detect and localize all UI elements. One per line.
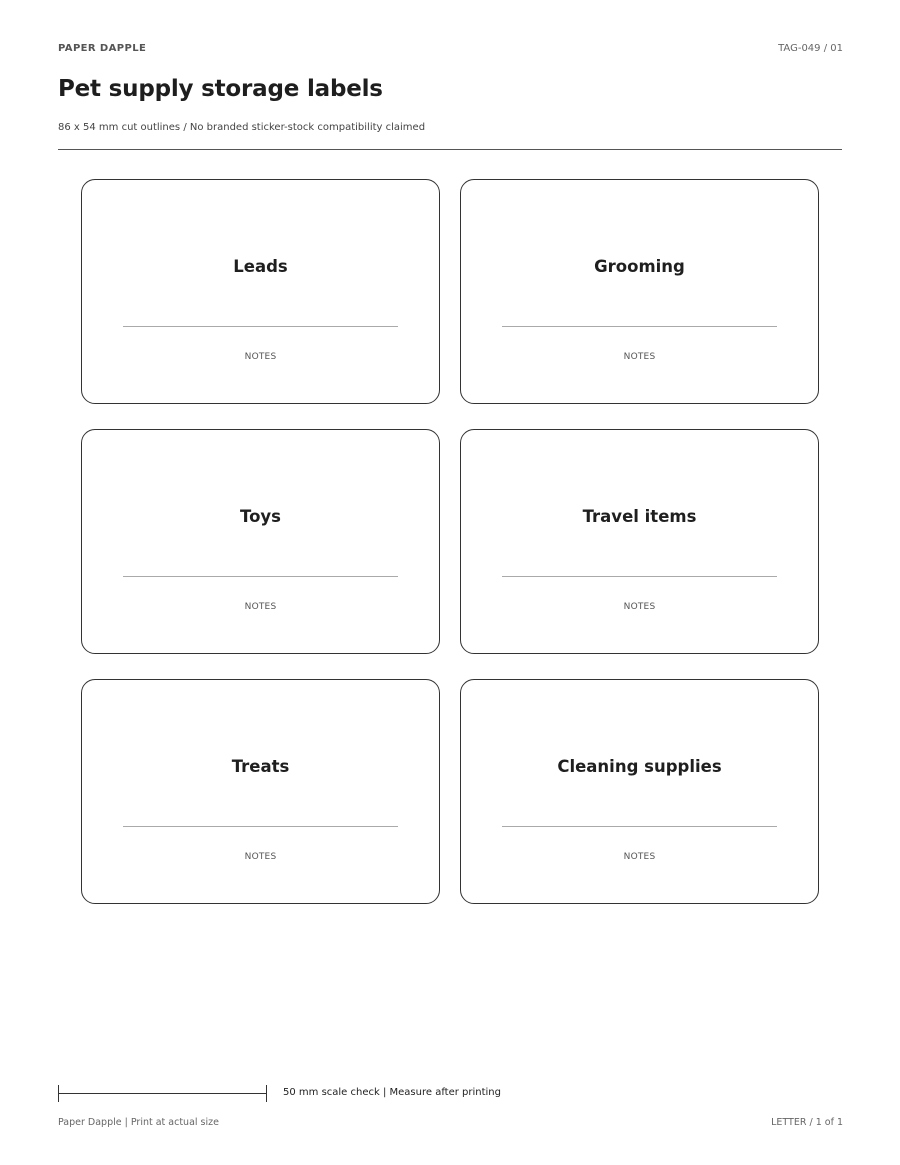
notes-caption: NOTES bbox=[244, 602, 277, 612]
header-divider bbox=[58, 149, 842, 150]
label-card-travel-items bbox=[460, 429, 819, 654]
label-card-treats bbox=[81, 679, 440, 904]
notes-write-line bbox=[123, 826, 398, 827]
label-title: Grooming bbox=[594, 257, 685, 276]
label-card-leads bbox=[81, 179, 440, 404]
notes-caption: NOTES bbox=[244, 352, 277, 362]
footer-print-note: Paper Dapple | Print at actual size bbox=[58, 1117, 219, 1128]
notes-write-line bbox=[502, 576, 777, 577]
notes-write-line bbox=[123, 576, 398, 577]
scale-check-bar bbox=[58, 1085, 267, 1102]
document-code: TAG-049 / 01 bbox=[778, 43, 843, 54]
brand-name: PAPER DAPPLE bbox=[58, 43, 147, 54]
notes-write-line bbox=[502, 326, 777, 327]
label-title: Cleaning supplies bbox=[557, 757, 722, 776]
notes-caption: NOTES bbox=[623, 602, 656, 612]
footer-page-info: LETTER / 1 of 1 bbox=[771, 1117, 843, 1128]
scale-line bbox=[58, 1093, 267, 1094]
label-sheet-grid bbox=[81, 179, 819, 905]
label-card-cleaning-supplies bbox=[460, 679, 819, 904]
notes-caption: NOTES bbox=[623, 352, 656, 362]
notes-write-line bbox=[502, 826, 777, 827]
page-title: Pet supply storage labels bbox=[58, 76, 383, 102]
label-title: Treats bbox=[231, 757, 290, 776]
label-title: Toys bbox=[240, 507, 281, 526]
scale-tick-right bbox=[266, 1085, 267, 1102]
scale-check-text: 50 mm scale check | Measure after printing bbox=[283, 1087, 501, 1098]
notes-caption: NOTES bbox=[244, 852, 277, 862]
label-title: Travel items bbox=[582, 507, 697, 526]
label-card-toys bbox=[81, 429, 440, 654]
notes-write-line bbox=[123, 326, 398, 327]
label-card-grooming bbox=[460, 179, 819, 404]
label-title: Leads bbox=[233, 257, 288, 276]
notes-caption: NOTES bbox=[623, 852, 656, 862]
page-subtitle: 86 x 54 mm cut outlines / No branded sticker-stock compatibility claimed bbox=[58, 122, 426, 133]
